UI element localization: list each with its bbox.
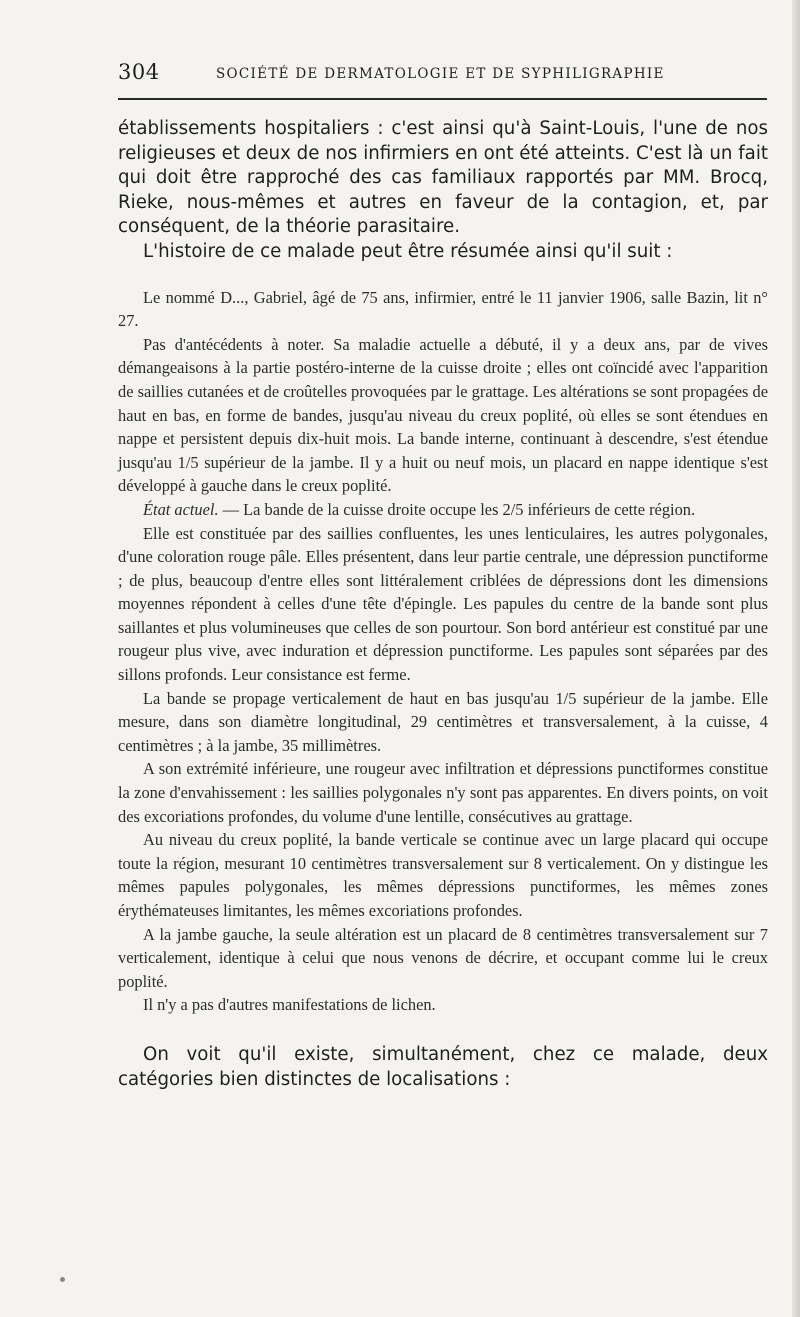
body-text [118, 117, 768, 1092]
paragraph-contagion: établissements hospitaliers : c'est ainsi qu'à Saint-Louis, l'une de nos religieuses et deux de nos infirmiers en ont été atteints. C'est là un fait qui doit être rapproché des cas familiaux rapportés par MM. Brocq, Rieke, nous-mêmes et autres en faveur de la contagion, et, par conséquent, de la théorie parasitaire. [118, 118, 768, 238]
paragraph-lower-end: A son extrémité inférieure, une rougeur avec infiltration et dépressions punctiformes constitue la zone d'envahissement : les saillies polygonales n'y sont pas apparentes. En divers points, on voit des excoriations profondes, du volume d'une lentille, consécutives au grattage. [118, 759, 768, 826]
page-edge-shadow [792, 0, 800, 1317]
header-rule [118, 98, 767, 100]
paragraph-papules: Elle est constituée par des saillies confluentes, les unes lenticulaires, les autres polygonales, d'une coloration rouge pâle. Elles présentent, dans leur partie centrale, une dépression punctiforme ; de plus, beaucoup d'entre elles sont littéralement criblées de dépressions dont les dimensions moyennes répondent à celles d'une tête d'épingle. Les papules du centre de la bande sont plus saillantes et plus volumineuses que celles de son pourtour. Son bord antérieur est constitué par une rougeur plus vive, avec induration et dépression punctiforme. Les papules sont séparées par des sillons profonds. Leur consistance est ferme. [118, 523, 768, 685]
page-number: 304 [118, 60, 160, 84]
page-header [118, 58, 768, 92]
paragraph-patient: Le nommé D..., Gabriel, âgé de 75 ans, infirmier, entré le 11 janvier 1906, salle Bazin, lit n° 27. [118, 287, 768, 331]
paragraph-left-leg: A la jambe gauche, la seule altération est un placard de 8 centimètres transversalement sur 7 verticalement, identique à celui que nous venons de décrire, et occupant comme lui le creux poplité. [118, 924, 768, 991]
paragraph-localisations: On voit qu'il existe, simultanément, chez ce malade, deux catégories bien distinctes de localisations : [118, 1043, 768, 1090]
paragraph-history-intro: L'histoire de ce malade peut être résumée ainsi qu'il suit : [143, 240, 673, 262]
paragraph-popliteal: Au niveau du creux poplité, la bande verticale se continue avec un large placard qui occupe toute la région, mesurant 10 centimètres transversalement sur 8 verticalement. On y distingue les mêmes papules polygonales, les mêmes dépressions punctiformes, les mêmes zones érythémateuses limitantes, les mêmes excoriations profondes. [118, 830, 768, 920]
current-state-text: — La bande de la cuisse droite occupe les 2/5 inférieurs de cette région. [218, 499, 696, 519]
paragraph-no-other: Il n'y a pas d'autres manifestations de lichen. [143, 995, 436, 1015]
paragraph-band-size: La bande se propage verticalement de haut en bas jusqu'au 1/5 supérieur de la jambe. Elle mesure, dans son diamètre longitudinal, 29 centimètres et transversalement, à la cuisse, 4 centimètres ; à la jambe, 35 millimètres. [118, 688, 768, 755]
paragraph-current-state [118, 498, 768, 522]
paper-spot [60, 1277, 65, 1282]
current-state-heading: État actuel. [143, 499, 219, 519]
paragraph-antecedents: Pas d'antécédents à noter. Sa maladie actuelle a débuté, il y a deux ans, par de vives démangeaisons à la partie postéro-interne de la cuisse droite ; elles ont coïncidé avec l'apparition de saillies cutanées et de croûtelles provoquées par le grattage. Les altérations se sont propagées de haut en bas, en forme de bandes, jusqu'au niveau du creux poplité, où elles se sont étendues en nappe et persistent depuis dix-huit mois. La bande interne, continuant à descendre, s'est étendue jusqu'au 1/5 supérieur de la jambe. Il y a huit ou neuf mois, un placard en nappe identique s'est développé à gauche dans le creux poplité. [118, 334, 768, 496]
running-title: SOCIÉTÉ DE DERMATOLOGIE ET DE SYPHILIGRAPHIE [216, 66, 665, 82]
